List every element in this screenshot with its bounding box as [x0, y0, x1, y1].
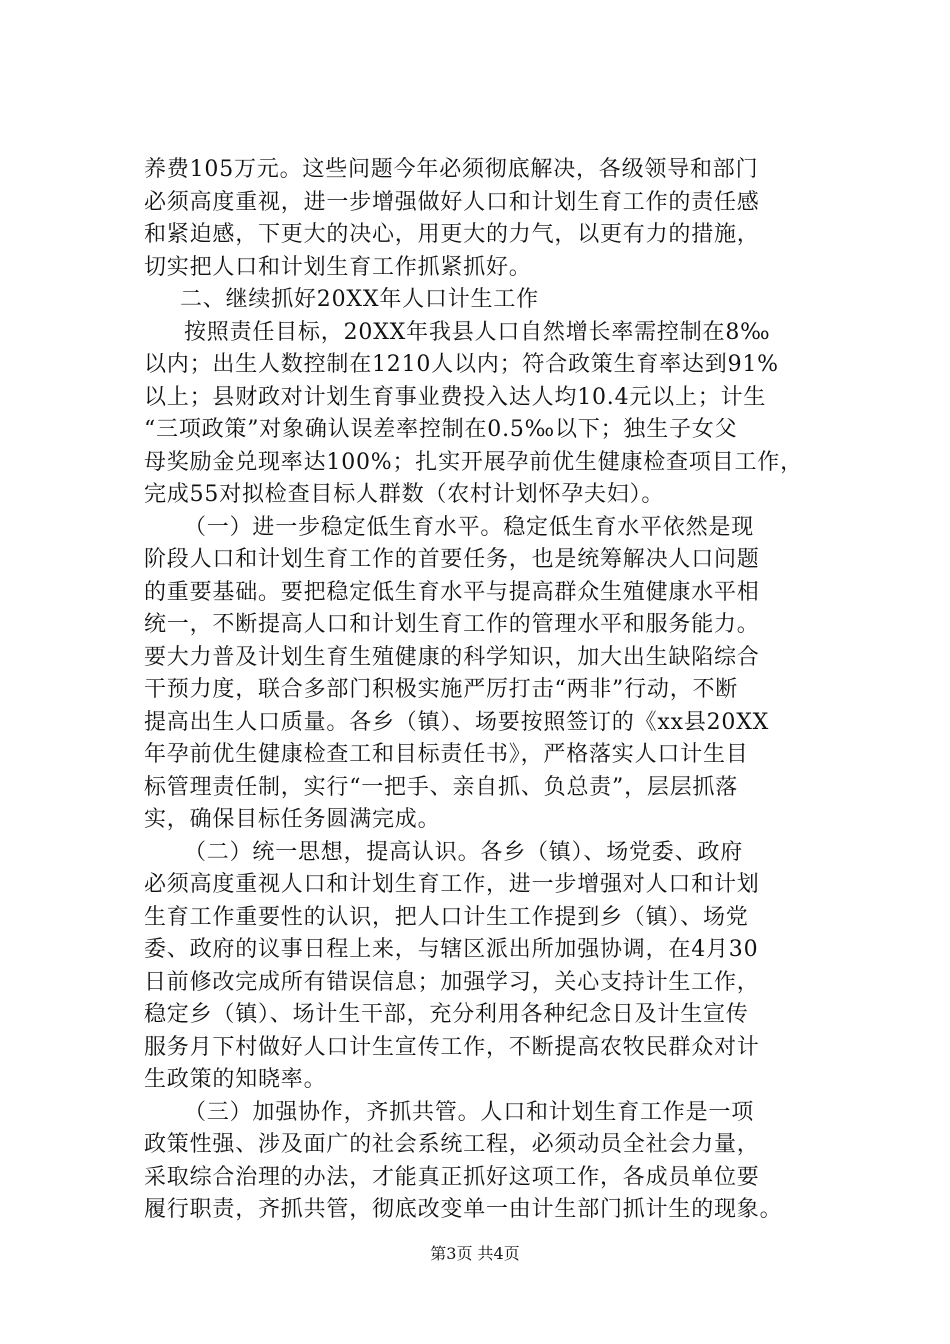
subsection-line: （二）统一思想，提高认识。各乡（镇）、场党委、政府 — [184, 839, 744, 865]
paragraph-line: 必须高度重视人口和计划生育工作，进一步增强对人口和计划 — [144, 872, 760, 897]
paragraph-line: 年孕前优生健康检查工和目标责任书》，严格落实人口计生目 — [144, 742, 749, 767]
paragraph-line: 日前修改完成所有错误信息；加强学习，关心支持计生工作， — [144, 969, 760, 995]
paragraph-line: 生育工作重要性的认识，把人口计生工作提到乡（镇）、场党 — [144, 904, 749, 930]
page-number: 第3页 共4页 — [430, 1244, 520, 1263]
paragraph-line: “三项政策”对象确认误差率控制在0.5‰以下；独生子女父 — [144, 417, 738, 442]
paragraph-line: 实，确保目标任务圆满完成。 — [144, 807, 441, 832]
paragraph-line: 必须高度重视，进一步增强做好人口和计划生育工作的责任感 — [144, 189, 760, 215]
paragraph-line: 和紧迫感，下更大的决心，用更大的力气，以更有力的措施， — [144, 222, 760, 247]
paragraph-line: 阶段人口和计划生育工作的首要任务，也是统筹解决人口问题 — [144, 547, 760, 572]
paragraph-line: 干预力度，联合多部门积极实施严厉打击“两非”行动，不断 — [144, 677, 739, 702]
paragraph-line: 采取综合治理的办法，才能真正抓好这项工作，各成员单位要 — [144, 1164, 760, 1190]
subsection-line: （三）加强协作，齐抓共管。人口和计划生育工作是一项 — [184, 1099, 755, 1125]
paragraph-line: 稳定乡（镇）、场计生干部，充分利用各种纪念日及计生宣传 — [144, 1002, 749, 1027]
subsection-line: （一）进一步稳定低生育水平。稳定低生育水平依然是现 — [184, 514, 755, 540]
paragraph-line: 完成55对拟检查目标人群数（农村计划怀孕夫妇）。 — [144, 482, 665, 507]
document-body — [144, 154, 844, 1227]
paragraph-line: 履行职责，齐抓共管，彻底改变单一由计生部门抓计生的现象。 — [144, 1197, 783, 1222]
paragraph-line: 按照责任目标，20XX年我县人口自然增长率需控制在8‰ — [184, 319, 771, 345]
paragraph-line: 提高出生人口质量。各乡（镇）、场要按照签订的《xx县20XX — [144, 709, 770, 735]
paragraph-line: 委、政府的议事日程上来，与辖区派出所加强协调，在4月30 — [144, 937, 759, 962]
paragraph-line: 的重要基础。要把稳定低生育水平与提高群众生殖健康水平相 — [144, 579, 760, 605]
paragraph-line: 政策性强、涉及面广的社会系统工程，必须动员全社会力量， — [144, 1132, 760, 1157]
paragraph-line: 统一，不断提高人口和计划生育工作的管理水平和服务能力。 — [144, 612, 760, 637]
paragraph-line: 切实把人口和计划生育工作抓紧抓好。 — [144, 254, 532, 280]
paragraph-line: 以上；县财政对计划生育事业费投入达人均10.4元以上；计生 — [144, 384, 767, 410]
page-footer — [0, 1242, 950, 1266]
paragraph-line: 以内；出生人数控制在1210人以内；符合政策生育率达到91% — [144, 352, 779, 377]
paragraph-line: 母奖励金兑现率达100%；扎实开展孕前优生健康检查项目工作， — [144, 449, 803, 475]
paragraph-line: 养费105万元。这些问题今年必须彻底解决，各级领导和部门 — [144, 157, 759, 182]
paragraph-line: 服务月下村做好人口计生宣传工作，不断提高农牧民群众对计 — [144, 1034, 760, 1060]
paragraph-line: 生政策的知晓率。 — [144, 1067, 327, 1092]
paragraph-line: 要大力普及计划生育生殖健康的科学知识，加大出生缺陷综合 — [144, 644, 760, 670]
section-heading: 二、继续抓好20XX年人口计生工作 — [180, 287, 539, 312]
paragraph-line: 标管理责任制，实行“一把手、亲自抓、负总责”，层层抓落 — [144, 774, 739, 800]
